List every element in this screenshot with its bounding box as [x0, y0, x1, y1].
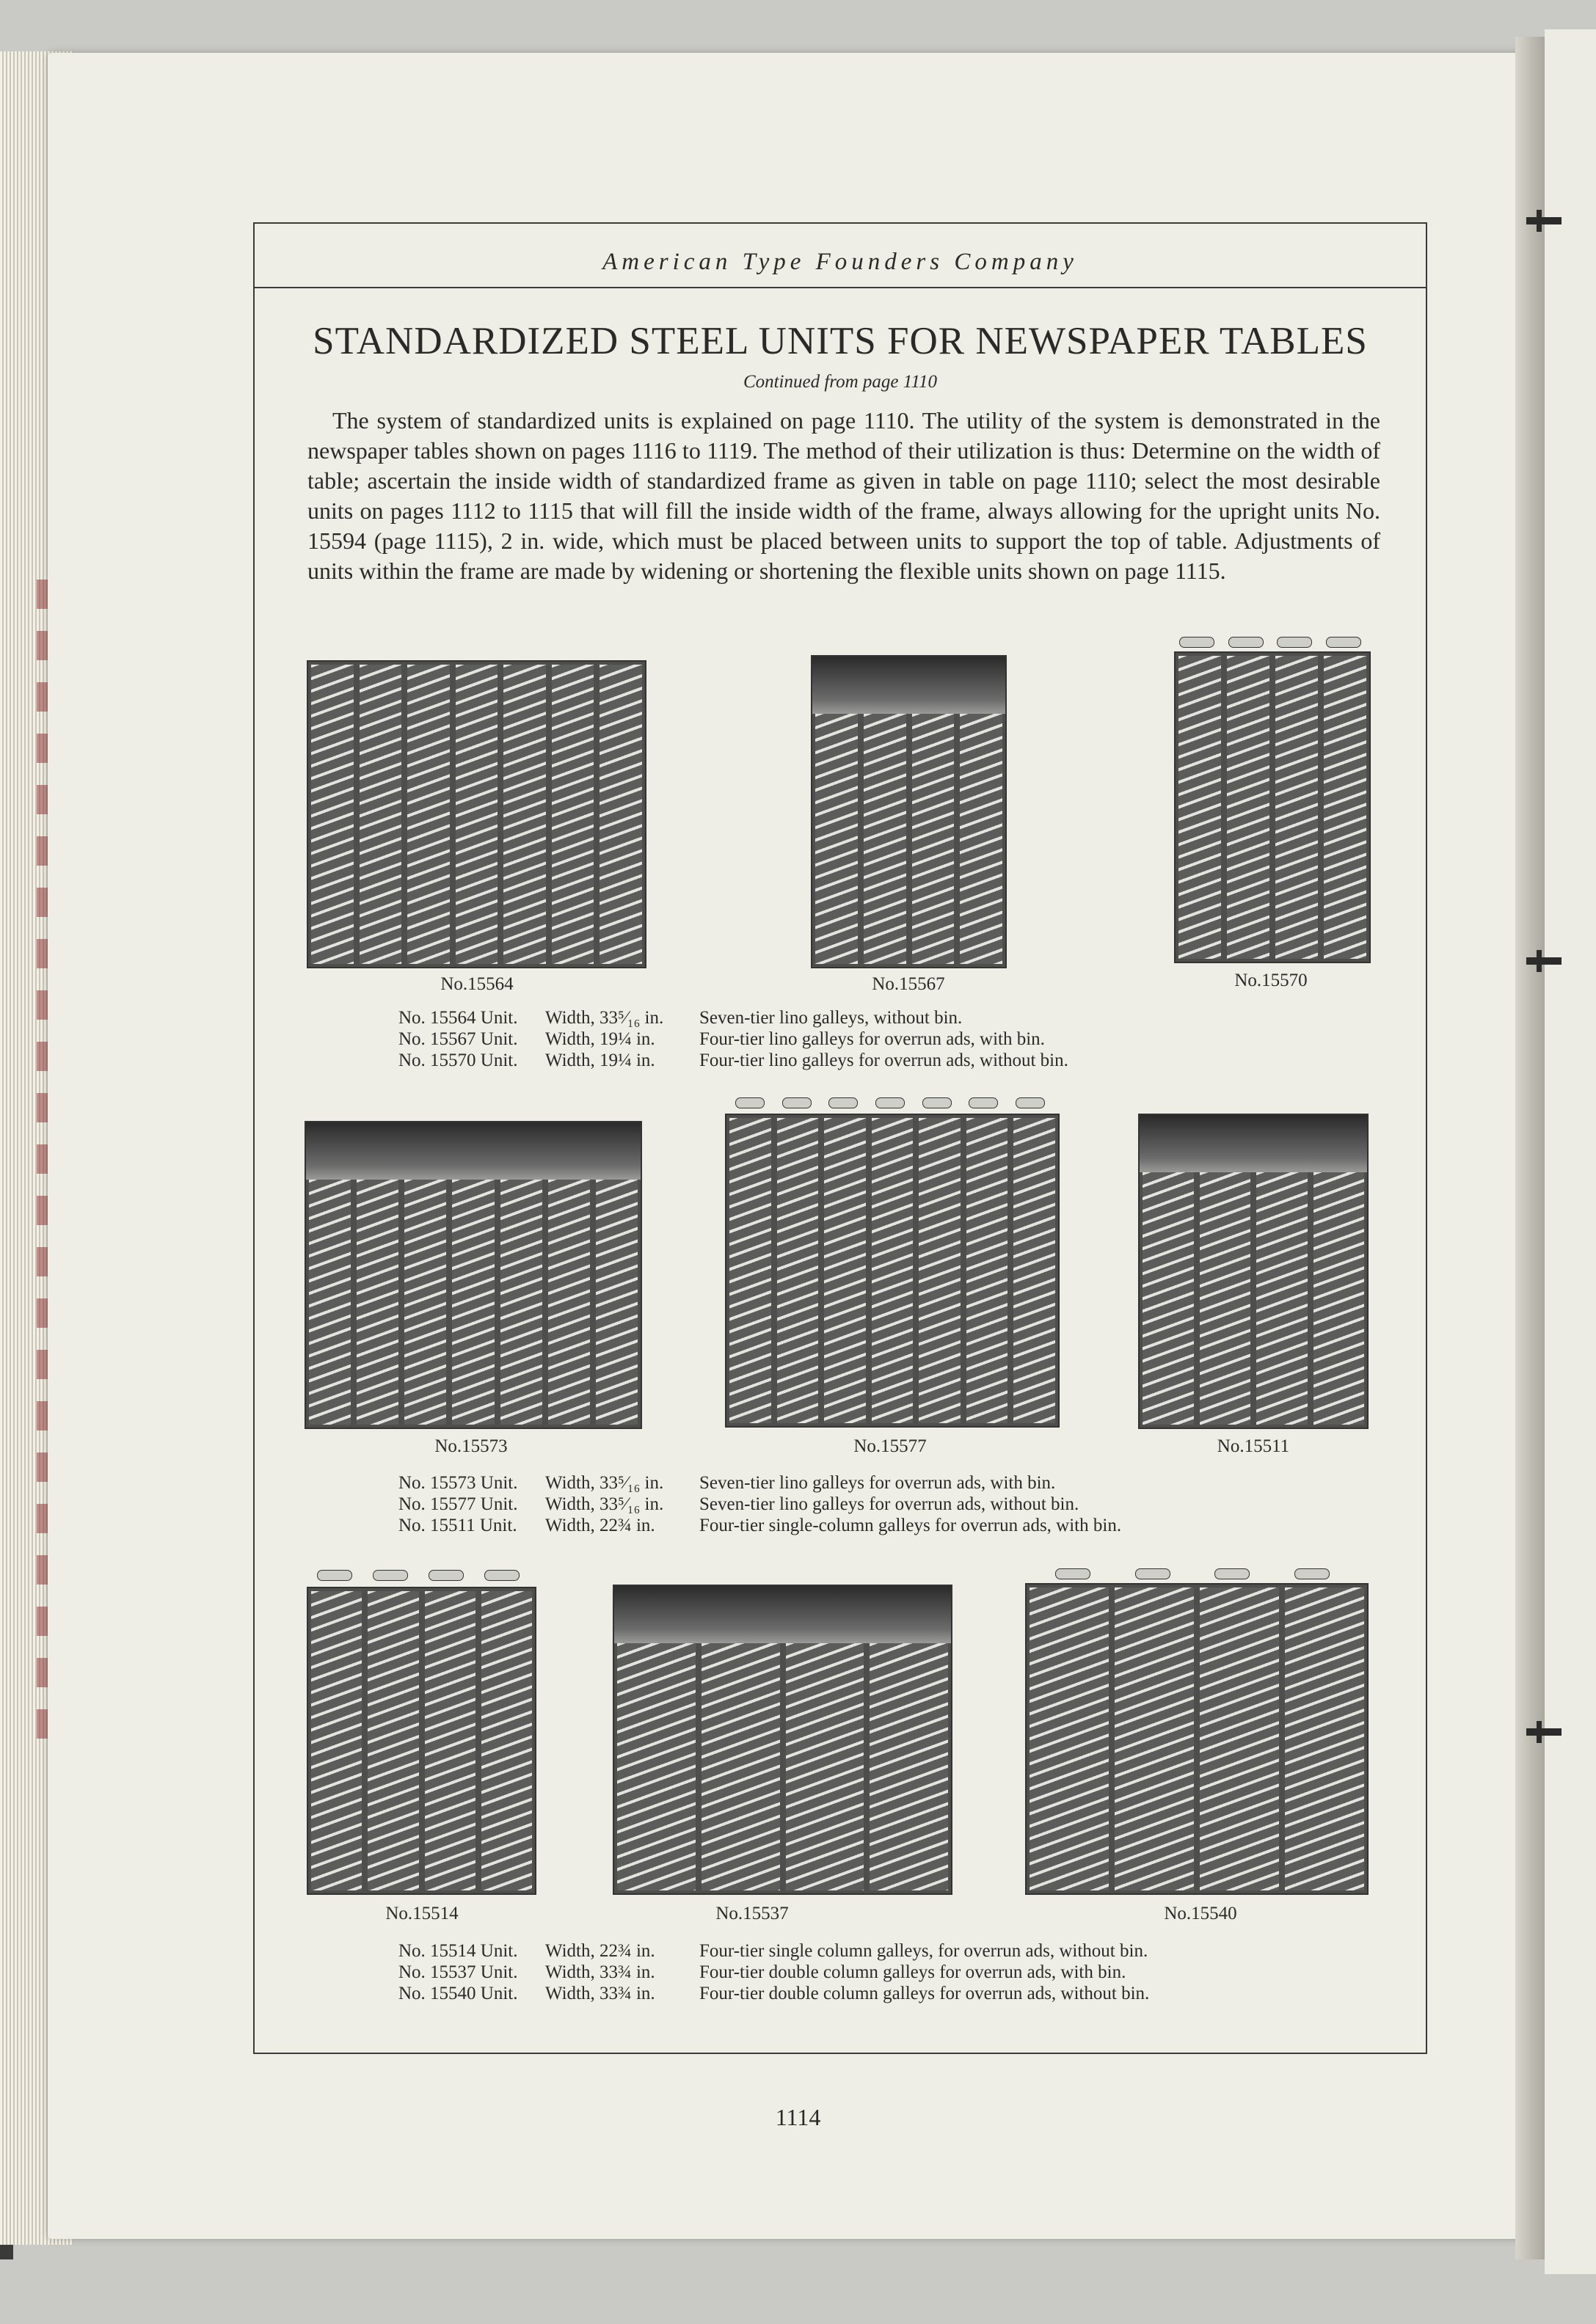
day-tag	[828, 1097, 858, 1108]
galley-column	[1200, 1172, 1251, 1425]
day-tag	[1294, 1568, 1330, 1579]
galley-column	[481, 1591, 532, 1890]
day-tag	[922, 1097, 952, 1108]
galley-column	[1275, 656, 1318, 959]
galley-column	[456, 665, 498, 964]
bin	[1140, 1115, 1367, 1172]
spec-row: No. 15540 Unit. Width, 33¾ in. Four-tier double column galleys for overrun ads, without bin.	[398, 1984, 1150, 2003]
bin	[306, 1122, 641, 1180]
galley-column	[425, 1591, 475, 1890]
galley-column	[786, 1643, 864, 1890]
company-name: American Type Founders Company	[602, 249, 1078, 275]
galley-columns	[729, 1118, 1055, 1423]
unit-15514-illustration	[307, 1587, 536, 1895]
galley-column	[600, 665, 642, 964]
galley-column	[1324, 656, 1366, 959]
unit-label: No.15540	[1164, 1904, 1237, 1923]
galley-columns	[309, 1180, 638, 1425]
galley-column	[309, 1180, 351, 1425]
spec-row: No. 15511 Unit. Width, 22¾ in. Four-tier single-column galleys for overrun ads, with bin.	[398, 1516, 1122, 1535]
day-tag	[429, 1570, 464, 1581]
galley-column	[815, 714, 858, 964]
galley-column	[912, 714, 955, 964]
galley-column	[1227, 656, 1269, 959]
galley-columns	[311, 1591, 532, 1890]
day-tag	[1055, 1568, 1090, 1579]
spec-row: No. 15564 Unit. Width, 33⁵⁄₁₆ in. Seven-tier lino galleys, without bin.	[398, 1008, 963, 1028]
day-tag	[1326, 637, 1361, 648]
unit-15567-illustration	[811, 655, 1007, 968]
unit-label: No.15567	[872, 974, 945, 994]
day-tag	[1214, 1568, 1250, 1579]
day-tag	[875, 1097, 905, 1108]
galley-columns	[1178, 656, 1366, 959]
galley-column	[1178, 656, 1221, 959]
galley-column	[872, 1118, 914, 1423]
day-tag	[373, 1570, 408, 1581]
galley-column	[1313, 1172, 1365, 1425]
galley-column	[1115, 1587, 1194, 1890]
spec-row: No. 15570 Unit. Width, 19¼ in. Four-tier lino galleys for overrun ads, without bin.	[398, 1050, 1068, 1070]
bin	[812, 657, 1005, 714]
galley-column	[729, 1118, 771, 1423]
galley-column	[617, 1643, 696, 1890]
galley-column	[407, 665, 450, 964]
unit-15570-illustration	[1174, 651, 1371, 963]
galley-column	[1285, 1587, 1364, 1890]
day-tags	[1174, 637, 1366, 648]
galley-column	[548, 1180, 590, 1425]
binding-clip	[1526, 217, 1562, 224]
page-title: STANDARDIZED STEEL UNITS FOR NEWSPAPER TABLES	[313, 320, 1368, 362]
next-page-edge	[1545, 29, 1596, 2274]
galley-column	[311, 1591, 362, 1890]
galley-columns	[617, 1643, 948, 1890]
unit-label: No.15514	[385, 1904, 459, 1923]
page-number: 1114	[775, 2104, 821, 2130]
day-tag	[484, 1570, 520, 1581]
galley-column	[1200, 1587, 1279, 1890]
unit-label: No.15537	[715, 1904, 789, 1923]
galley-column	[596, 1180, 638, 1425]
spec-table	[398, 1472, 1121, 1536]
galley-column	[500, 1180, 542, 1425]
continued-note: Continued from page 1110	[743, 372, 938, 392]
galley-column	[404, 1180, 446, 1425]
galley-columns	[1030, 1587, 1364, 1890]
day-tag	[1179, 637, 1214, 648]
unit-15564-illustration	[307, 660, 646, 968]
galley-column	[702, 1643, 780, 1890]
day-tag	[317, 1570, 352, 1581]
day-tags	[308, 1570, 528, 1581]
galley-column	[1030, 1587, 1109, 1890]
day-tag	[1277, 637, 1312, 648]
unit-15511-illustration	[1138, 1114, 1369, 1429]
intro-paragraph: The system of standardized units is explained on page 1110. The utility of the system is demonstrated in the newspaper tables shown on pages 1116 to 1119. The method of their utilization is thus: Determine on the width of table; ascertain the inside width of standardized frame as given in table on page 1110; select the most desirable units on pages 1112 to 1115 that will fill the inside width of the frame, always allowing for the upright units No. 15594 (page 1115), 2 in. wide, which must be placed between units to support the top of table. Adjustments of units within the frame are made by widening or shortening the flexible units shown on page 1115.	[307, 407, 1380, 584]
unit-15540-illustration	[1025, 1583, 1369, 1895]
unit-label: No.15511	[1217, 1436, 1290, 1456]
galley-column	[870, 1643, 948, 1890]
spec-table	[398, 1007, 1068, 1071]
day-tag	[1016, 1097, 1045, 1108]
galley-column	[919, 1118, 961, 1423]
galley-column	[777, 1118, 819, 1423]
galley-column	[368, 1591, 418, 1890]
unit-label: No.15564	[440, 974, 514, 994]
unit-15573-illustration	[305, 1121, 642, 1429]
galley-column	[1013, 1118, 1055, 1423]
galley-column	[360, 665, 402, 964]
spec-row: No. 15577 Unit. Width, 33⁵⁄₁₆ in. Seven-tier lino galleys for overrun ads, without bin.	[398, 1494, 1079, 1514]
unit-label: No.15570	[1234, 971, 1308, 990]
spec-table	[398, 1940, 1149, 2004]
spec-row: No. 15567 Unit. Width, 19¼ in. Four-tier lino galleys for overrun ads, with bin.	[398, 1029, 1045, 1049]
day-tag	[782, 1097, 812, 1108]
binding-clip	[1526, 1728, 1562, 1736]
galley-column	[864, 714, 906, 964]
spec-row: No. 15514 Unit. Width, 22¾ in. Four-tier single column galleys, for overrun ads, without bin.	[398, 1941, 1148, 1961]
spec-row: No. 15573 Unit. Width, 33⁵⁄₁₆ in. Seven-tier lino galleys for overrun ads, with bin.	[398, 1473, 1056, 1493]
galley-column	[357, 1180, 398, 1425]
galley-column	[966, 1118, 1008, 1423]
binding-clip	[1526, 957, 1562, 965]
galley-column	[1256, 1172, 1308, 1425]
bin	[614, 1586, 951, 1643]
binding-gutter	[1515, 37, 1545, 2259]
galley-column	[960, 714, 1002, 964]
unit-15577-illustration	[725, 1114, 1060, 1428]
galley-column	[503, 665, 546, 964]
galley-columns	[815, 714, 1002, 964]
unit-15537-illustration	[613, 1585, 952, 1895]
day-tags	[728, 1097, 1052, 1108]
day-tag	[969, 1097, 998, 1108]
day-tags	[1035, 1568, 1350, 1579]
spec-row: No. 15537 Unit. Width, 33¾ in. Four-tier double column galleys for overrun ads, with bin.	[398, 1962, 1126, 1982]
running-header	[255, 224, 1426, 288]
galley-column	[452, 1180, 494, 1425]
galley-columns	[311, 665, 642, 964]
unit-label: No.15573	[434, 1436, 508, 1456]
day-tag	[735, 1097, 765, 1108]
galley-column	[1143, 1172, 1194, 1425]
unit-label: No.15577	[853, 1436, 927, 1456]
day-tag	[1135, 1568, 1170, 1579]
galley-columns	[1143, 1172, 1364, 1425]
galley-column	[552, 665, 594, 964]
galley-column	[824, 1118, 866, 1423]
galley-column	[311, 665, 354, 964]
day-tag	[1228, 637, 1264, 648]
